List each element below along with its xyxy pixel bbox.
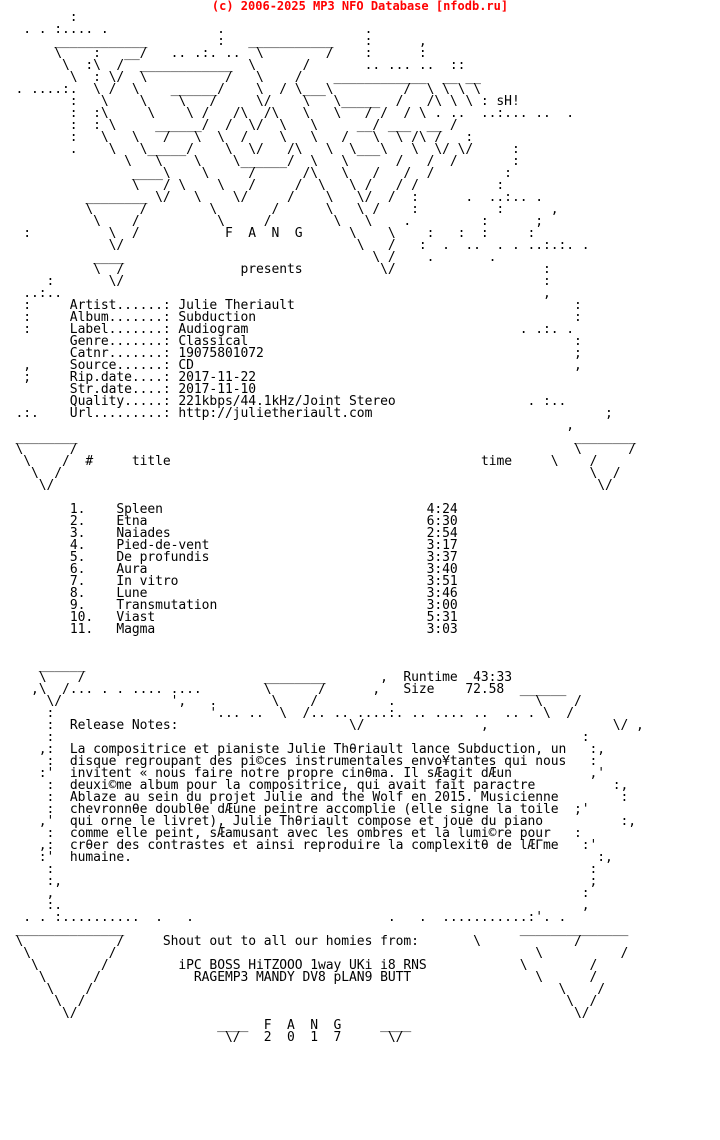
notes-line: ,' qui orne le livret), Julie Thθriault compose et joue du piano :, bbox=[0, 814, 637, 829]
track-num: 11. bbox=[69, 622, 94, 637]
art-line: : :\ \ \ / /\ /\ \ \ / / / \ . .. ..:... .. . bbox=[0, 106, 574, 121]
info-url: .:. Url.........: http://julietheriault.com ; bbox=[0, 406, 613, 421]
notes-line: ,: La compositrice et pianiste Julie Thθriault lance Subduction, un :, bbox=[0, 742, 606, 757]
track-time: 2:54 bbox=[426, 526, 458, 541]
art-line: \ :\ / ____________ \ / .. ... .. :: bbox=[0, 58, 466, 73]
footer-year: 2 0 1 7 bbox=[263, 1030, 342, 1045]
info-source: , Source......: CD , bbox=[0, 358, 582, 373]
footer-year-row: \/ 2 0 1 7 \/ bbox=[0, 1030, 404, 1045]
track-title: Etna bbox=[116, 514, 148, 529]
track-num: 3. bbox=[69, 526, 86, 541]
album-value: Subduction bbox=[178, 310, 256, 325]
track-num: 6. bbox=[69, 562, 86, 577]
genre-value: Classical bbox=[178, 334, 249, 349]
art-line: : \/ : bbox=[0, 274, 551, 289]
notes-line: : Ablaze au sein du projet Julie and the Wolf en 2015. Musicienne : bbox=[0, 790, 629, 805]
track-time: 5:31 bbox=[426, 610, 458, 625]
info-catnr: Catnr.......: 19075801072 ; bbox=[0, 346, 582, 361]
notes-heading: Release Notes: bbox=[69, 718, 179, 733]
art-line: \ / presents \/ : bbox=[0, 262, 551, 277]
source-value: CD bbox=[178, 358, 194, 373]
notes-line: :' invitent « nous faire notre propre cinθma. Il sÆagit dÆun ,' bbox=[0, 766, 606, 781]
artist-value: Julie Theriault bbox=[178, 298, 295, 313]
art-line: \/ \ / : . .. . . ..:.:. . bbox=[0, 238, 590, 253]
track-title: Naiades bbox=[116, 526, 171, 541]
label-value: Audiogram bbox=[178, 322, 249, 337]
footer-group-row: ____ F A N G ____ bbox=[0, 1018, 412, 1033]
track-num: 5. bbox=[69, 550, 86, 565]
art-line: \ : \/ \ / \ / ____________ __ __ bbox=[0, 70, 481, 85]
rip-date-value: 2017-11-22 bbox=[178, 370, 256, 385]
art-line: . \ \_____/ \ \/ /\ \ \___\ \ \/ \/ : bbox=[0, 142, 520, 157]
notes-line: ,: crθer des contrastes et ainsi reproduire la complexitθ de lÆΓme :' bbox=[0, 838, 598, 853]
track-title: In vitro bbox=[116, 574, 179, 589]
track-time: 3:17 bbox=[426, 538, 458, 553]
art-line: : bbox=[0, 10, 78, 25]
art-line: \ / \ / \ \ / : : , bbox=[0, 202, 559, 217]
track-time: 3:46 bbox=[426, 586, 458, 601]
col-time: time bbox=[480, 454, 512, 469]
track-num: 4. bbox=[69, 538, 86, 553]
info-ripdate: ; Rip.date....: 2017-11-22 bbox=[0, 370, 256, 385]
notes-heading-row: : Release Notes: \/ , \/ , bbox=[0, 718, 644, 733]
track-num: 8. bbox=[69, 586, 86, 601]
track-time: 3:03 bbox=[426, 622, 458, 637]
track-time: 3:51 bbox=[426, 574, 458, 589]
track-time: 3:37 bbox=[426, 550, 458, 565]
track-time: 6:30 bbox=[426, 514, 458, 529]
site-banner: (c) 2006-2025 MP3 NFO Database [nfodb.ru] bbox=[211, 0, 509, 13]
art-line: . ....:. \ / \ ______/ \ / \___\ / \ \ \ \ bbox=[0, 82, 481, 97]
info-label: : Label.......: Audiogram . .:. . bbox=[0, 322, 574, 337]
track-title: Transmutation bbox=[116, 598, 218, 613]
str-date-value: 2017-11-10 bbox=[178, 382, 256, 397]
track-num: 10. bbox=[69, 610, 94, 625]
notes-line: : disque regroupant des pi©ces instrumentales envo¥tantes qui nous : bbox=[0, 754, 598, 769]
size-value: 72.58 bbox=[465, 682, 505, 697]
art-line: : \ \ \ / \/ \ \_____ / /\ \ \ : sH! bbox=[0, 94, 520, 109]
track-title: Viast bbox=[116, 610, 156, 625]
track-title: Aura bbox=[116, 562, 148, 577]
art-line: \ \ \ \______/ \ \ / / / : bbox=[0, 154, 520, 169]
art-line: ..:.. , bbox=[0, 286, 551, 301]
catnr-value: 19075801072 bbox=[178, 346, 264, 361]
notes-line: :' humaine. :, bbox=[0, 850, 613, 865]
col-title: title bbox=[131, 454, 171, 469]
notes-line: : deuxi©me album pour la compositrice, qui avait fait paractre :, bbox=[0, 778, 629, 793]
art-line: \ / \ / \ \ . : ; bbox=[0, 214, 543, 229]
track-title: Spleen bbox=[116, 502, 163, 517]
info-strdate: Str.date....: 2017-11-10 bbox=[0, 382, 256, 397]
art-line: . . :.... . . . bbox=[0, 22, 373, 37]
track-num: 1. bbox=[69, 502, 86, 517]
notes-line: : comme elle peint, sÆamusant avec les ombres et la lumi©re pour : bbox=[0, 826, 582, 841]
runtime-value: 43:33 bbox=[473, 670, 512, 685]
nfo-document: : . . :.... . . . ____________ : ___________ : , \ : __/ .. .:. .. \ / : : \ :\ / ____________ \ / .. ... .. :: \ : \/ \ / \ / ____________ __ __ . ....:. \ / \ ______/ \ / \___\ / \ \ \ \ : \ \ \ / \/ \ \_____ / /\ \ \ : sH! : :\ \ \ / /\ /\ \ \ / / / \ . .. ..:... .. . : : \ ______/ / \/ \ \ __/ ___ __ / : \ \ / \ \ / \ \ / \ \ /\ / : . \ \_____/ \ \/ /\ \ \___\ \ \/ \/ : \ \ \ \______/ \ \ / / / : ____\ \ / /\ \ / / / : \ / \ \ / / \ \ / / / : ________ \/ \ \/ / \ \/ / : . ..:.. . \ / \ / \ \ / : : , \ / \ / \ \ . : ; : \ / F A N G \ \ : : : : \/ \ / : . .. . . ..:.:. . ____ \ / . . \ / presents \/ : : \/ : ..:.. , : Artist......: Julie Theriault : : Album.......: Subduction : : Label.......: Audiogram . .:. . Genre.......: Classical : Catnr.......: 19075801072 ; , Source......: CD , ; Rip.date....: 2017-11-22 Str.date....: 2017-11-10 Quality.....: 221kbps/44.1kHz/Joint Stereo . :.. .:. Url.........: http://julietheriault.com ; , ________ ________ \ / \ / \ / # title time \ / \ / \ / \/ \/ 1. Spleen 4:24 2. Etna 6:30 3. Naiades 2:54 4. Pied-de-vent 3:17 5. De profundis 3:37 6. Aura 3:40 7. In vitro 3:51 8. Lune 3:46 9. Transmutation 3:00 10. Viast 5:31 11. Magma 3:03 ______ \ / ________ , Runtime 43:33 ,\ /... . . .... .... \ / , Size 72.58 ______ \/ ', . \ / . \ / : '... .. \ /.. .. ....:. .. .... .. .. . \ / : Release Notes: \/ , \/ , : : ,: La compositrice et pianiste Julie Thθriault lance Subduction, un :, : disque regroupant des pi©ces instrumentales envo¥tantes qui nous : :' invitent « nous faire notre propre cinθma. Il sÆagit dÆun ,' : deuxi©me album pour la compositrice, qui avait fait paractre :, : Ablaze au sein du projet Julie and the Wolf en 2015. Musicienne : : chevronnθe doublθe dÆune peintre accomplie (elle signe la toile ;' ,' qui orne le livret), Julie Thθriault compose et joue du piano :, : comme elle peint, sÆamusant avec les ombres et la lumi©re pour : ,: crθer des contrastes et ainsi reproduire la complexitθ de lÆΓme :' :' humaine. :, : : :, ; , : :. , . . :.......... . . . . ...........:'. . ______________ ______________ \ / Shout out to all our homies from: \ / \ / \ / \ / iPC BOSS HiTZOOO 1way UKi i8 RNS \ / \ / RAGEMP3 MANDY DV8 pLAN9 BUTT \ / \ / \ / \ / \ / \/ \/ ____ F A N G ____ \/ 2 0 1 7 \/ bbox=[0, 10, 644, 1045]
art-line: : \ / F A N G \ \ : : : : bbox=[0, 226, 536, 241]
art-line: \ / \ \ / / \ \ / / / : bbox=[0, 178, 505, 193]
track-time: 4:24 bbox=[426, 502, 458, 517]
track-num: 9. bbox=[69, 598, 86, 613]
tracklist-header: \ / # title time \ / bbox=[0, 454, 598, 469]
greets-heading-row: \ / Shout out to all our homies from: \ / bbox=[0, 934, 582, 949]
art-line: ____________ : ___________ : , bbox=[0, 34, 427, 49]
footer-group: F A N G bbox=[263, 1018, 342, 1033]
art-line: ____ \ / . . bbox=[0, 250, 497, 265]
greets-line-2: \ / RAGEMP3 MANDY DV8 pLAN9 BUTT \ / bbox=[0, 970, 598, 985]
art-line: \ : __/ .. .:. .. \ / : : bbox=[0, 46, 427, 61]
info-album: : Album.......: Subduction : bbox=[0, 310, 582, 325]
size-row: ,\ /... . . .... .... \ / , Size 72.58 ______ bbox=[0, 682, 567, 697]
art-line: : \ \ / \ \ / \ \ / \ \ /\ / : bbox=[0, 130, 474, 145]
track-time: 3:00 bbox=[426, 598, 458, 613]
greets-heading: Shout out to all our homies from: bbox=[162, 934, 419, 949]
greets-line-1: \ / iPC BOSS HiTZOOO 1way UKi i8 RNS \ / bbox=[0, 958, 598, 973]
quality-value: 221kbps/44.1kHz/Joint Stereo bbox=[178, 394, 396, 409]
track-row bbox=[0, 624, 644, 636]
tracklist-frame: ________ ________ bbox=[0, 430, 637, 445]
track-time: 3:40 bbox=[426, 562, 458, 577]
info-genre: Genre.......: Classical : bbox=[0, 334, 582, 349]
art-line: ________ \/ \ \/ / \ \/ / : . ..:.. . bbox=[0, 190, 543, 205]
url-value: http://julietheriault.com bbox=[178, 406, 373, 421]
col-number: # bbox=[85, 454, 94, 469]
track-title: Magma bbox=[116, 622, 156, 637]
track-title: Lune bbox=[116, 586, 148, 601]
track-num: 2. bbox=[69, 514, 86, 529]
notes-line: : chevronnθe doublθe dÆune peintre accomplie (elle signe la toile ;' bbox=[0, 802, 590, 817]
art-line: ____\ \ / /\ \ / / / : bbox=[0, 166, 512, 181]
track-title: De profundis bbox=[116, 550, 210, 565]
info-artist: : Artist......: Julie Theriault : bbox=[0, 298, 582, 313]
runtime-row: \ / ________ , Runtime 43:33 bbox=[0, 670, 512, 685]
track-num: 7. bbox=[69, 574, 86, 589]
art-line: : : \ ______/ / \/ \ \ __/ ___ __ / bbox=[0, 118, 458, 133]
track-title: Pied-de-vent bbox=[116, 538, 210, 553]
info-quality: Quality.....: 221kbps/44.1kHz/Joint Stereo . :.. bbox=[0, 394, 567, 409]
